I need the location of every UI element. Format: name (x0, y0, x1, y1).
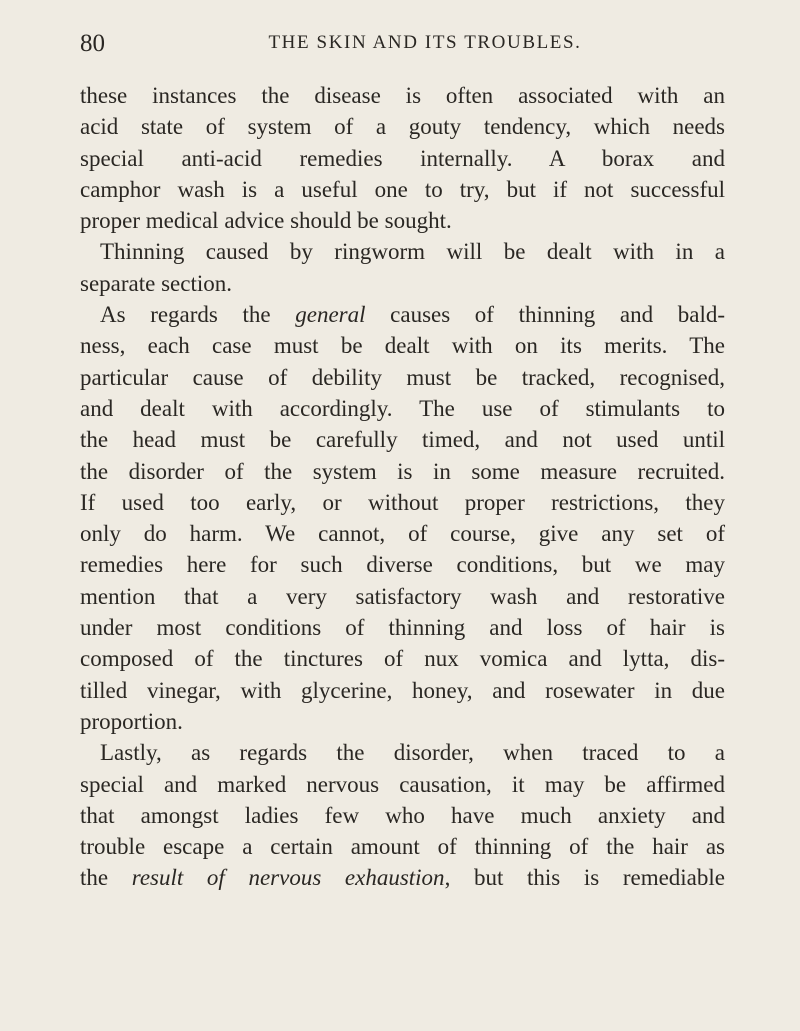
text-segment: special and marked nervous causation, it may be affirmed (80, 771, 725, 797)
text-line (80, 393, 725, 424)
text-line (80, 675, 725, 706)
page-number: 80 (80, 30, 105, 57)
text-segment: causes of thinning and bald- (365, 302, 725, 328)
running-head: THE SKIN AND ITS TROUBLES. (268, 32, 582, 53)
text-segment: Thinning caused by ringworm will be dealt with in a (100, 239, 725, 265)
text-segment: separate section. (80, 270, 232, 296)
text-segment: composed of the tinctures of nux vomica and lytta, dis- (80, 646, 725, 672)
text-segment: trouble escape a certain amount of thinning of the hair as (80, 834, 725, 860)
text-line (80, 487, 725, 518)
text-segment: acid state of system of a gouty tendency, which needs (80, 114, 725, 140)
text-segment: Lastly, as regards the disorder, when traced to a (100, 740, 725, 766)
text-segment: proportion. (80, 708, 183, 734)
text-line (80, 518, 725, 549)
text-segment: the disorder of the system is in some measure recruited. (80, 458, 725, 484)
text-line (80, 706, 725, 737)
text-segment: camphor wash is a useful one to try, but if not successful (80, 176, 725, 202)
text-line (80, 174, 725, 205)
text-segment: remedies here for such diverse conditions, but we may (80, 552, 725, 578)
text-segment: , but this is remediable (444, 865, 725, 891)
text-line (80, 581, 725, 612)
text-segment: and dealt with accordingly. The use of stimulants to (80, 395, 725, 421)
text-segment: tilled vinegar, with glycerine, honey, and rosewater in due (80, 677, 725, 703)
text-segment: the (80, 865, 132, 891)
text-line (80, 362, 725, 393)
text-line (80, 330, 725, 361)
text-segment: that amongst ladies few who have much anxiety and (80, 802, 725, 828)
text-segment: special anti-acid remedies internally. A borax and (80, 145, 725, 171)
text-line (80, 862, 725, 893)
text-line (80, 800, 725, 831)
text-line (80, 549, 725, 580)
text-segment: As regards the (100, 302, 296, 328)
text-line (80, 612, 725, 643)
text-segment: proper medical advice should be sought. (80, 208, 452, 234)
body-text (80, 80, 725, 894)
text-segment: If used too early, or without proper restrictions, they (80, 489, 725, 515)
text-line (80, 299, 725, 330)
text-segment: under most conditions of thinning and loss of hair is (80, 615, 725, 641)
text-segment: only do harm. We cannot, of course, give any set of (80, 521, 725, 547)
text-segment: ness, each case must be dealt with on its merits. The (80, 333, 725, 359)
text-line (80, 424, 725, 455)
text-line (80, 143, 725, 174)
text-line (80, 80, 725, 111)
text-segment: these instances the disease is often associated with an (80, 83, 725, 108)
italic-text: general (295, 302, 366, 328)
text-line (80, 769, 725, 800)
text-line (80, 831, 725, 862)
text-line (80, 236, 725, 267)
text-segment: mention that a very satisfactory wash and restorative (80, 583, 725, 609)
italic-text: result of nervous exhaustion (131, 865, 445, 891)
text-line (80, 111, 725, 142)
text-segment: the head must be carefully timed, and not used until (80, 427, 725, 453)
text-line (80, 456, 725, 487)
text-line (80, 737, 725, 768)
text-line (80, 205, 725, 236)
page-header (80, 30, 730, 62)
text-segment: particular cause of debility must be tracked, recognised, (80, 364, 725, 390)
text-line (80, 643, 725, 674)
text-line (80, 268, 725, 299)
